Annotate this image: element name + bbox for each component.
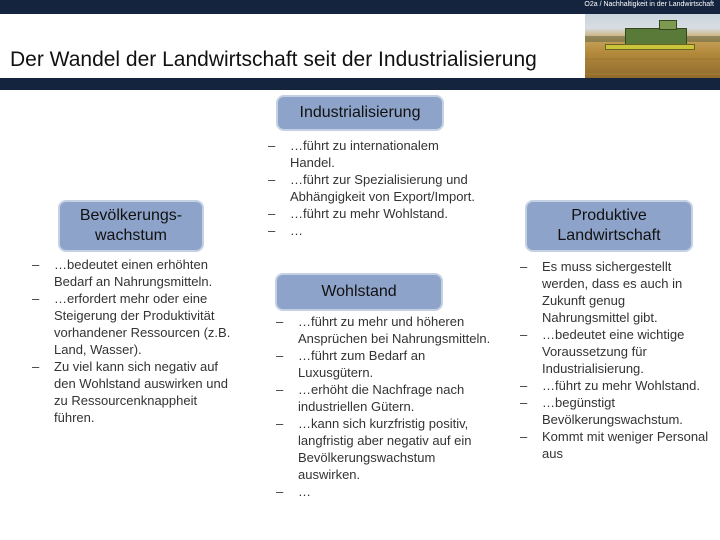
produktive-landwirtschaft-box: Produktive Landwirtschaft <box>525 200 693 252</box>
produktive-landwirtschaft-list <box>520 258 710 462</box>
list-item: – … <box>276 483 496 500</box>
photo-field-stripe <box>585 66 720 68</box>
bevoelkerungswachstum-list <box>32 256 232 426</box>
list-item: – Zu viel kann sich negativ auf den Wohlstand auswirken und zu Ressourcenknappheit führen. <box>32 358 232 426</box>
list-item: – …führt zum Bedarf an Luxusgütern. <box>276 347 496 381</box>
list-item: – …erhöht die Nachfrage nach industriellen Gütern. <box>276 381 496 415</box>
course-label: O2a / Nachhaltigkeit in der Landwirtschaft <box>584 1 714 8</box>
sub-band <box>0 78 720 90</box>
list-item: – …führt zu internationalem Handel. <box>268 137 478 171</box>
combine-harvester-header <box>605 44 695 50</box>
list-item: – Kommt mit weniger Personal aus <box>520 428 710 462</box>
list-item: – …bedeutet eine wichtige Voraussetzung für Industrialisierung. <box>520 326 710 377</box>
industrialisierung-list <box>268 137 478 239</box>
list-item: – …führt zu mehr Wohlstand. <box>268 205 478 222</box>
wohlstand-list <box>276 313 496 500</box>
list-item: – …begünstigt Bevölkerungswachstum. <box>520 394 710 428</box>
list-item: – …führt zu mehr und höheren Ansprüchen bei Nahrungsmitteln. <box>276 313 496 347</box>
slide-title: Der Wandel der Landwirtschaft seit der Industrialisierung <box>10 48 537 71</box>
industrialisierung-box: Industrialisierung <box>276 95 444 131</box>
photo-field-stripe <box>585 73 720 75</box>
list-item: – …kann sich kurzfristig positiv, langfristig aber negativ auf ein Bevölkerungswachstum auswirken. <box>276 415 496 483</box>
photo-field-stripe <box>585 58 720 60</box>
list-item: – …führt zu mehr Wohlstand. <box>520 377 710 394</box>
combine-harvester-cabin <box>659 20 677 30</box>
harvester-photo <box>585 14 720 78</box>
list-item: – …erfordert mehr oder eine Steigerung der Produktivität vorhandener Ressourcen (z.B. Land, Wasser). <box>32 290 232 358</box>
top-band <box>0 0 720 14</box>
list-item: – Es muss sichergestellt werden, dass es auch in Zukunft genug Nahrungsmittel gibt. <box>520 258 710 326</box>
wohlstand-box: Wohlstand <box>275 273 443 311</box>
list-item: – …bedeutet einen erhöhten Bedarf an Nahrungsmitteln. <box>32 256 232 290</box>
list-item: – …führt zur Spezialisierung und Abhängigkeit von Export/Import. <box>268 171 478 205</box>
bevoelkerungswachstum-box: Bevölkerungs-wachstum <box>58 200 204 252</box>
list-item: – … <box>268 222 478 239</box>
